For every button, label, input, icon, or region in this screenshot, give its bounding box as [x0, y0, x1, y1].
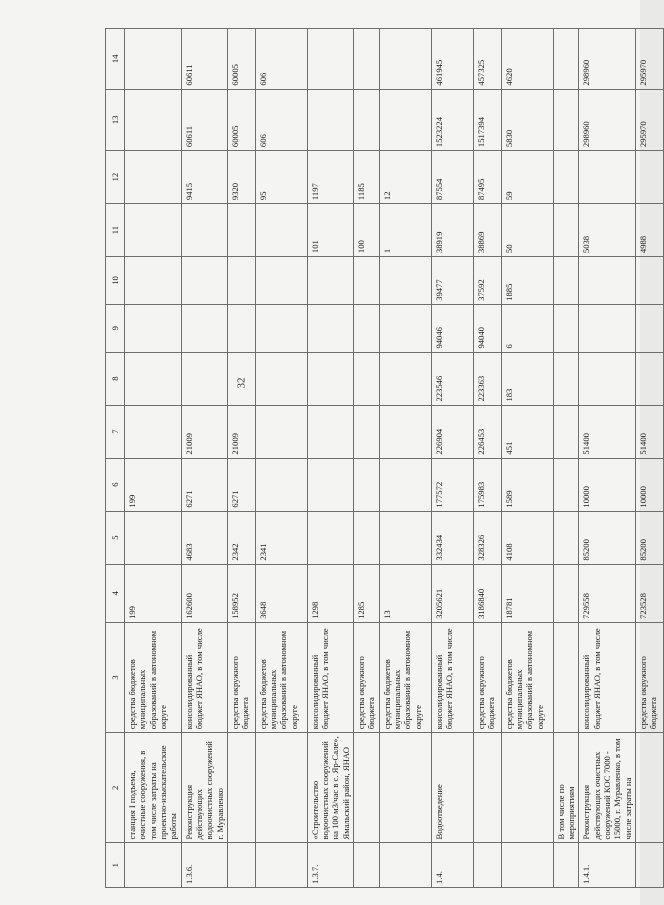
amount-cell	[307, 352, 353, 405]
amount-cell: 162600	[181, 564, 227, 622]
amount-cell	[181, 257, 227, 305]
column-number-9: 9	[106, 304, 125, 352]
amount-cell: 6	[501, 304, 553, 352]
table-row	[255, 29, 307, 888]
funding-source-cell: средства окружного бюджета	[635, 622, 663, 732]
amount-cell	[354, 458, 380, 511]
row-number-cell	[635, 843, 663, 888]
amount-cell	[125, 204, 182, 257]
amount-cell	[379, 29, 431, 90]
funding-source-cell: консолидированный бюджет ЯНАО, в том числе	[181, 622, 227, 732]
amount-cell: 51400	[579, 405, 636, 458]
funding-source-cell: средства бюджетов муниципальных образований в автономном округе	[125, 622, 182, 732]
amount-cell	[354, 89, 380, 151]
amount-cell: 100	[354, 204, 380, 257]
amount-cell: 2341	[255, 511, 307, 564]
amount-cell	[307, 458, 353, 511]
amount-cell	[354, 405, 380, 458]
column-number-11: 11	[106, 204, 125, 257]
amount-cell: 5830	[501, 89, 553, 151]
amount-cell: 21009	[227, 405, 255, 458]
amount-cell	[181, 304, 227, 352]
amount-cell: 60005	[227, 89, 255, 151]
amount-cell: 3186840	[473, 564, 501, 622]
amount-cell: 37592	[473, 257, 501, 305]
amount-cell	[379, 405, 431, 458]
table-body	[106, 29, 664, 888]
table-row	[307, 29, 353, 888]
amount-cell: 199	[125, 564, 182, 622]
item-name-cell: Реконструкция действующих водоочистных сооружений г. Муравленко	[181, 733, 227, 843]
amount-cell	[255, 304, 307, 352]
amount-cell: 457325	[473, 29, 501, 90]
amount-cell	[553, 204, 579, 257]
amount-cell: 461945	[431, 29, 473, 90]
amount-cell	[635, 304, 663, 352]
item-name-cell: Реконструкция действующих очистных сооружений КОС 7000 - 15000, г. Муравленко, в том числе затраты на	[579, 733, 636, 843]
amount-cell	[553, 458, 579, 511]
amount-cell	[379, 458, 431, 511]
table-row	[227, 29, 255, 888]
amount-cell	[125, 151, 182, 204]
item-name-cell: «Строительство водоочистных сооружений на 100 м3/час в с. Яр-Сале», Ямальский район, ЯНАО	[307, 733, 353, 843]
funding-source-cell: консолидированный бюджет ЯНАО, в том числе	[307, 622, 353, 732]
amount-cell	[307, 304, 353, 352]
amount-cell	[255, 204, 307, 257]
row-number-cell: 1.3.6.	[181, 843, 227, 888]
amount-cell: 223546	[431, 352, 473, 405]
funding-source-cell: средства бюджетов муниципальных образований в автономном округе	[379, 622, 431, 732]
row-number-cell	[501, 843, 553, 888]
amount-cell	[553, 304, 579, 352]
amount-cell	[125, 304, 182, 352]
item-name-cell	[227, 733, 255, 843]
amount-cell: 1517394	[473, 89, 501, 151]
amount-cell	[354, 257, 380, 305]
item-name-cell	[354, 733, 380, 843]
amount-cell: 4988	[635, 204, 663, 257]
amount-cell	[227, 204, 255, 257]
amount-cell	[579, 352, 636, 405]
amount-cell	[379, 304, 431, 352]
amount-cell: 451	[501, 405, 553, 458]
amount-cell	[553, 257, 579, 305]
amount-cell	[379, 257, 431, 305]
amount-cell: 1298	[307, 564, 353, 622]
funding-source-cell: средства окружного бюджета	[354, 622, 380, 732]
column-number-1: 1	[106, 843, 125, 888]
amount-cell	[553, 564, 579, 622]
amount-cell: 18781	[501, 564, 553, 622]
amount-cell: 12	[379, 151, 431, 204]
table-row	[635, 29, 663, 888]
amount-cell	[379, 511, 431, 564]
amount-cell: 87554	[431, 151, 473, 204]
amount-cell: 21009	[181, 405, 227, 458]
amount-cell	[379, 89, 431, 151]
table-row	[501, 29, 553, 888]
amount-cell	[553, 405, 579, 458]
amount-cell	[579, 151, 636, 204]
amount-cell	[553, 29, 579, 90]
amount-cell: 175983	[473, 458, 501, 511]
amount-cell: 4683	[181, 511, 227, 564]
amount-cell: 1197	[307, 151, 353, 204]
amount-cell	[579, 257, 636, 305]
amount-cell	[181, 204, 227, 257]
column-number-8: 8	[106, 352, 125, 405]
amount-cell	[125, 511, 182, 564]
amount-cell	[307, 257, 353, 305]
amount-cell: 1589	[501, 458, 553, 511]
funding-source-cell: консолидированный бюджет ЯНАО, в том числе	[431, 622, 473, 732]
amount-cell	[635, 151, 663, 204]
amount-cell: 85200	[635, 511, 663, 564]
amount-cell: 723528	[635, 564, 663, 622]
amount-cell	[227, 257, 255, 305]
amount-cell: 60611	[181, 89, 227, 151]
amount-cell: 298960	[579, 89, 636, 151]
amount-cell	[125, 257, 182, 305]
amount-cell: 9320	[227, 151, 255, 204]
item-name-cell	[473, 733, 501, 843]
column-number-14: 14	[106, 29, 125, 90]
amount-cell: 328326	[473, 511, 501, 564]
amount-cell: 295970	[635, 29, 663, 90]
column-number-row	[106, 29, 125, 888]
amount-cell: 729558	[579, 564, 636, 622]
amount-cell	[354, 352, 380, 405]
amount-cell: 183	[501, 352, 553, 405]
amount-cell	[553, 352, 579, 405]
item-name-cell	[501, 733, 553, 843]
row-number-cell	[125, 843, 182, 888]
table-row	[553, 29, 579, 888]
column-number-6: 6	[106, 458, 125, 511]
amount-cell: 6271	[181, 458, 227, 511]
amount-cell: 94046	[431, 304, 473, 352]
amount-cell	[307, 29, 353, 90]
amount-cell: 10000	[635, 458, 663, 511]
amount-cell	[635, 257, 663, 305]
amount-cell	[307, 511, 353, 564]
amount-cell	[553, 511, 579, 564]
amount-cell	[125, 405, 182, 458]
amount-cell: 6271	[227, 458, 255, 511]
amount-cell	[227, 304, 255, 352]
table-row	[431, 29, 473, 888]
amount-cell: 5038	[579, 204, 636, 257]
amount-cell: 38919	[431, 204, 473, 257]
amount-cell	[255, 352, 307, 405]
amount-cell: 226453	[473, 405, 501, 458]
amount-cell: 38869	[473, 204, 501, 257]
amount-cell	[227, 352, 255, 405]
amount-cell: 226904	[431, 405, 473, 458]
item-name-cell: Водоотведение	[431, 733, 473, 843]
amount-cell: 60005	[227, 29, 255, 90]
column-number-4: 4	[106, 564, 125, 622]
amount-cell: 606	[255, 29, 307, 90]
amount-cell	[379, 352, 431, 405]
amount-cell	[354, 304, 380, 352]
column-number-13: 13	[106, 89, 125, 151]
column-number-12: 12	[106, 151, 125, 204]
amount-cell: 295970	[635, 89, 663, 151]
amount-cell: 87495	[473, 151, 501, 204]
amount-cell	[354, 511, 380, 564]
amount-cell: 39477	[431, 257, 473, 305]
amount-cell: 158952	[227, 564, 255, 622]
amount-cell	[125, 29, 182, 90]
amount-cell: 223363	[473, 352, 501, 405]
amount-cell: 3205621	[431, 564, 473, 622]
amount-cell: 51400	[635, 405, 663, 458]
amount-cell: 1185	[354, 151, 380, 204]
amount-cell	[255, 405, 307, 458]
amount-cell: 10000	[579, 458, 636, 511]
column-number-5: 5	[106, 511, 125, 564]
amount-cell: 9415	[181, 151, 227, 204]
amount-cell	[125, 89, 182, 151]
column-number-7: 7	[106, 405, 125, 458]
funding-source-cell: средства бюджетов муниципальных образований в автономном округе	[255, 622, 307, 732]
item-name-cell	[635, 733, 663, 843]
item-name-cell: станция I подъема, очистные сооружения, в том числе затраты на проектно-изыскательские работы	[125, 733, 182, 843]
amount-cell: 4620	[501, 29, 553, 90]
row-number-cell	[227, 843, 255, 888]
row-number-cell	[379, 843, 431, 888]
table-row	[579, 29, 636, 888]
amount-cell: 50	[501, 204, 553, 257]
amount-cell: 606	[255, 89, 307, 151]
amount-cell: 85200	[579, 511, 636, 564]
row-number-cell	[354, 843, 380, 888]
amount-cell	[255, 257, 307, 305]
row-number-cell	[473, 843, 501, 888]
amount-cell: 13	[379, 564, 431, 622]
amount-cell	[579, 304, 636, 352]
item-name-cell	[379, 733, 431, 843]
amount-cell: 101	[307, 204, 353, 257]
page-number: 32	[235, 377, 248, 389]
amount-cell	[553, 151, 579, 204]
row-number-cell	[553, 843, 579, 888]
amount-cell	[354, 29, 380, 90]
amount-cell: 1	[379, 204, 431, 257]
amount-cell: 199	[125, 458, 182, 511]
funding-source-cell: консолидированный бюджет ЯНАО, в том числе	[579, 622, 636, 732]
row-number-cell: 1.4.	[431, 843, 473, 888]
table-row	[379, 29, 431, 888]
row-number-cell: 1.3.7.	[307, 843, 353, 888]
amount-cell: 298960	[579, 29, 636, 90]
row-number-cell	[255, 843, 307, 888]
funding-source-cell	[553, 622, 579, 732]
table-row	[125, 29, 182, 888]
amount-cell	[307, 405, 353, 458]
amount-cell	[125, 352, 182, 405]
column-number-3: 3	[106, 622, 125, 732]
table-row	[473, 29, 501, 888]
amount-cell: 94040	[473, 304, 501, 352]
budget-table	[105, 28, 664, 888]
rotated-table-container	[105, 28, 659, 888]
table-row	[354, 29, 380, 888]
amount-cell	[181, 352, 227, 405]
amount-cell	[255, 458, 307, 511]
column-number-2: 2	[106, 733, 125, 843]
amount-cell: 59	[501, 151, 553, 204]
column-number-10: 10	[106, 257, 125, 305]
amount-cell	[635, 352, 663, 405]
amount-cell: 4108	[501, 511, 553, 564]
funding-source-cell: средства бюджетов муниципальных образований в автономном округе	[501, 622, 553, 732]
item-name-cell: В том числе по мероприятиям	[553, 733, 579, 843]
amount-cell: 1885	[501, 257, 553, 305]
amount-cell	[307, 89, 353, 151]
row-number-cell: 1.4.1.	[579, 843, 636, 888]
funding-source-cell: средства окружного бюджета	[227, 622, 255, 732]
amount-cell: 3648	[255, 564, 307, 622]
amount-cell	[553, 89, 579, 151]
amount-cell: 332434	[431, 511, 473, 564]
amount-cell: 95	[255, 151, 307, 204]
amount-cell: 1523224	[431, 89, 473, 151]
table-row	[181, 29, 227, 888]
amount-cell: 177572	[431, 458, 473, 511]
amount-cell: 1285	[354, 564, 380, 622]
amount-cell: 60611	[181, 29, 227, 90]
amount-cell: 2342	[227, 511, 255, 564]
item-name-cell	[255, 733, 307, 843]
funding-source-cell: средства окружного бюджета	[473, 622, 501, 732]
